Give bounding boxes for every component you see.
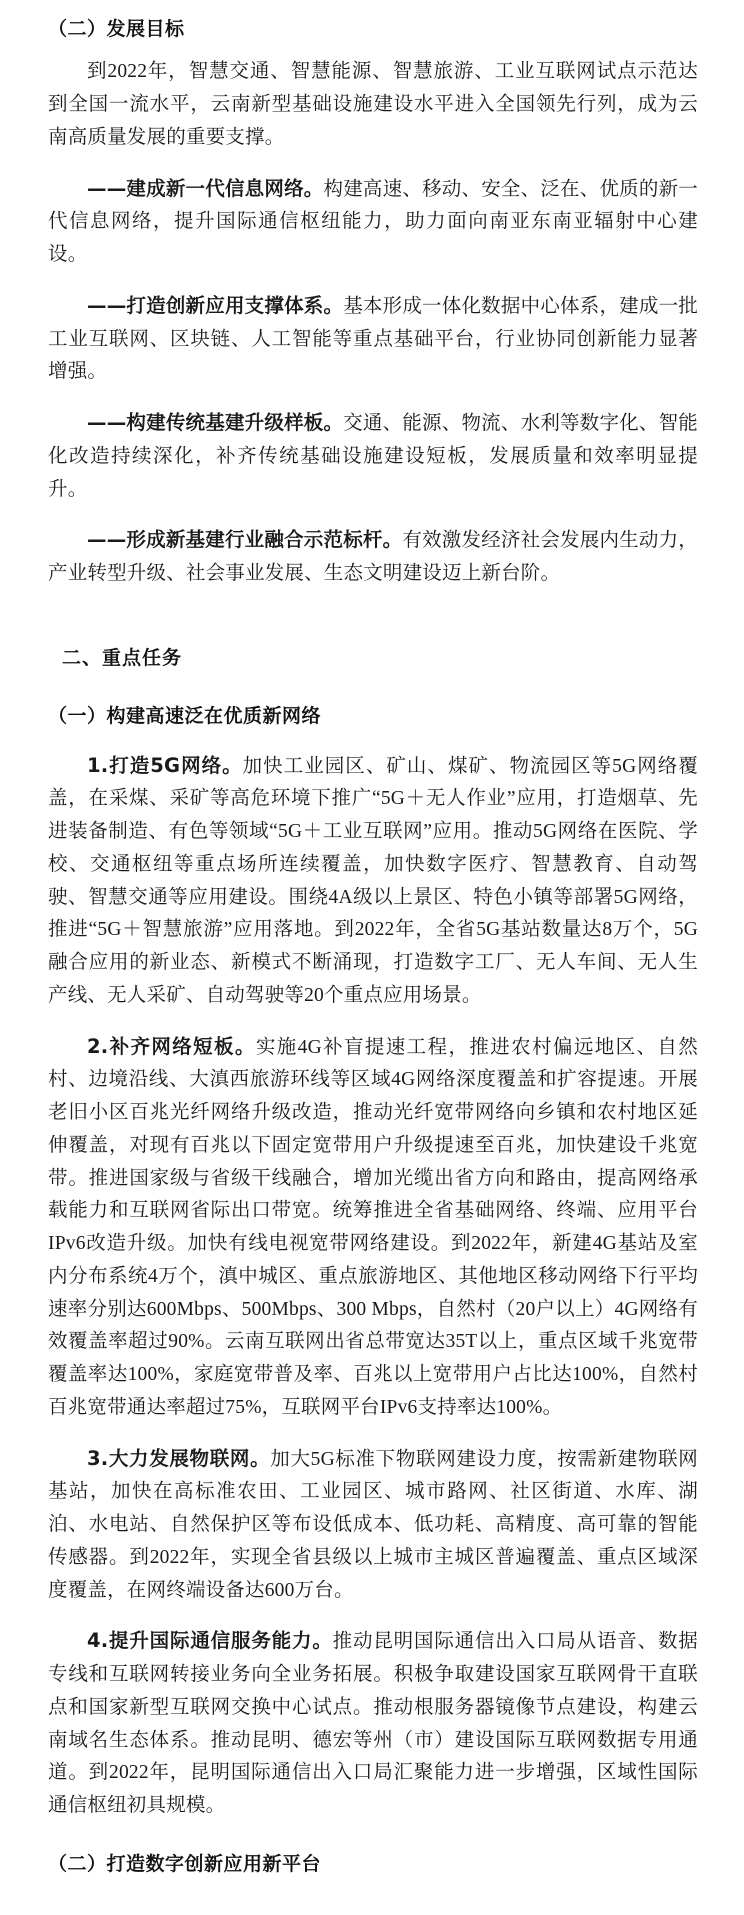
paragraph-lead: 2.补齐网络短板。	[87, 1034, 256, 1058]
heading-dev-goals: （二）发展目标	[48, 18, 185, 40]
paragraph-text: 加快工业园区、矿山、煤矿、物流园区等5G网络覆盖，在采煤、采矿等高危环境下推广“5G＋无人作业”应用，打造烟草、先进装备制造、有色等领域“5G＋工业互联网”应用。推动5G网络在医院、学校、交通枢纽等重点场所连续覆盖，加快数字医疗、智慧教育、自动驾驶、智慧交通等应用建设。围绕4A级以上景区、特色小镇等部署5G网络，推进“5G＋智慧旅游”应用落地。到2022年，全省5G基站数量达8万个，5G融合应用的新业态、新模式不断涌现，打造数字工厂、无人车间、无人生产线、无人采矿、自动驾驶等20个重点应用场景。	[48, 755, 698, 1006]
paragraph-lead: ——打造创新应用支撑体系。	[87, 293, 344, 317]
paragraph-lead: 4.提升国际通信服务能力。	[87, 1629, 333, 1653]
spacer	[48, 603, 698, 629]
spacer	[48, 1835, 698, 1849]
spacer	[48, 687, 698, 701]
paragraph-text: 有效激发经济社会发展内生动力，产业转型升级、社会事业发展、生态文明建设迈上新台阶。	[48, 530, 698, 585]
paragraph-lead: ——形成新基建行业融合示范标杆。	[87, 528, 403, 552]
paragraph-text: 到2022年，智慧交通、智慧能源、智慧旅游、工业互联网试点示范达到全国一流水平，云南新型基础设施建设水平进入全国领先行列，成为云南高质量发展的重要支撑。	[48, 61, 698, 148]
paragraph-text: 加大5G标准下物联网建设力度，按需新建物联网基站，加快在高标准农田、工业园区、城市路网、社区街道、水库、湖泊、水电站、自然保护区等布设低成本、低功耗、高精度、高可靠的智能传感器。到2022年，实现全省县级以上城市主城区普遍覆盖、重点区域深度覆盖，在网终端设备达600万台。	[48, 1448, 699, 1601]
paragraph-lead: ——构建传统基建升级样板。	[87, 411, 344, 435]
paragraph-lead: ——建成新一代信息网络。	[87, 176, 324, 200]
paragraph-text: 实施4G补盲提速工程，推进农村偏远地区、自然村、边境沿线、大滇西旅游环线等区域4G网络深度覆盖和扩容提速。开展老旧小区百兆光纤网络升级改造，推动光纤宽带网络向乡镇和农村地区延伸覆盖，对现有百兆以下固定宽带用户升级提速至百兆，加快建设千兆宽带。推进国家级与省级干线融合，增加光缆出省方向和路由，提高网络承载能力和互联网省际出口带宽。统筹推进全省基础网络、终端、应用平台IPv6改造升级。加快有线电视宽带网络建设。到2022年，新建4G基站及室内分布系统4万个，滇中城区、重点旅游地区、其他地区移动网络下行平均速率分别达600Mbps、500Mbps、300 Mbps，自然村（20户以上）4G网络有效覆盖率超过90%。云南互联网出省总带宽达35T以上，重点区域千兆宽带覆盖率达100%，家庭宽带普及率、百兆以上宽带用户占比达100%，自然村百兆宽带通达率超过75%，互联网平台IPv6支持率达100%。	[48, 1036, 698, 1418]
paragraph-goal-innovation	[48, 290, 698, 389]
spacer	[48, 629, 698, 643]
paragraph-goal-traditional	[48, 407, 698, 506]
paragraph-text: 推动昆明国际通信出入口局从语音、数据专线和互联网转接业务向全业务拓展。积极争取建设国家互联网骨干直联点和国家新型互联网交换中心试点。推动根服务器镜像节点建设，构建云南域名生态体系。推动昆明、德宏等州（市）建设国际互联网数据专用通道。到2022年，昆明国际通信出入口局汇聚能力进一步增强，区域性国际通信枢纽初具规模。	[48, 1631, 698, 1817]
paragraph-goal-integration	[48, 524, 698, 591]
paragraph-lead: 3.大力发展物联网。	[87, 1446, 271, 1470]
paragraph-task-iot	[48, 1443, 698, 1608]
heading-new-platform: （二）打造数字创新应用新平台	[48, 1852, 322, 1875]
paragraph-task-network-gap	[48, 1031, 698, 1425]
heading-new-network: （一）构建高速泛在优质新网络	[48, 705, 322, 728]
paragraph-lead: 1.打造5G网络。	[87, 753, 243, 777]
paragraph-goal-network	[48, 173, 698, 272]
heading-key-tasks: 二、重点任务	[62, 646, 183, 669]
paragraph-task-5g	[48, 750, 698, 1013]
paragraph-goal-intro	[48, 56, 698, 154]
paragraph-task-intl-comm	[48, 1625, 698, 1823]
paragraph-text: 构建高速、移动、安全、泛在、优质的新一代信息网络，提升国际通信枢纽能力，助力面向南亚东南亚辐射中心建设。	[48, 178, 698, 266]
paragraph-text: 交通、能源、物流、水利等数字化、智能化改造持续深化，补齐传统基础设施建设短板，发展质量和效率明显提升。	[48, 413, 698, 500]
paragraph-text: 基本形成一体化数据中心体系，建成一批工业互联网、区块链、人工智能等重点基础平台，行业协同创新能力显著增强。	[48, 295, 698, 383]
